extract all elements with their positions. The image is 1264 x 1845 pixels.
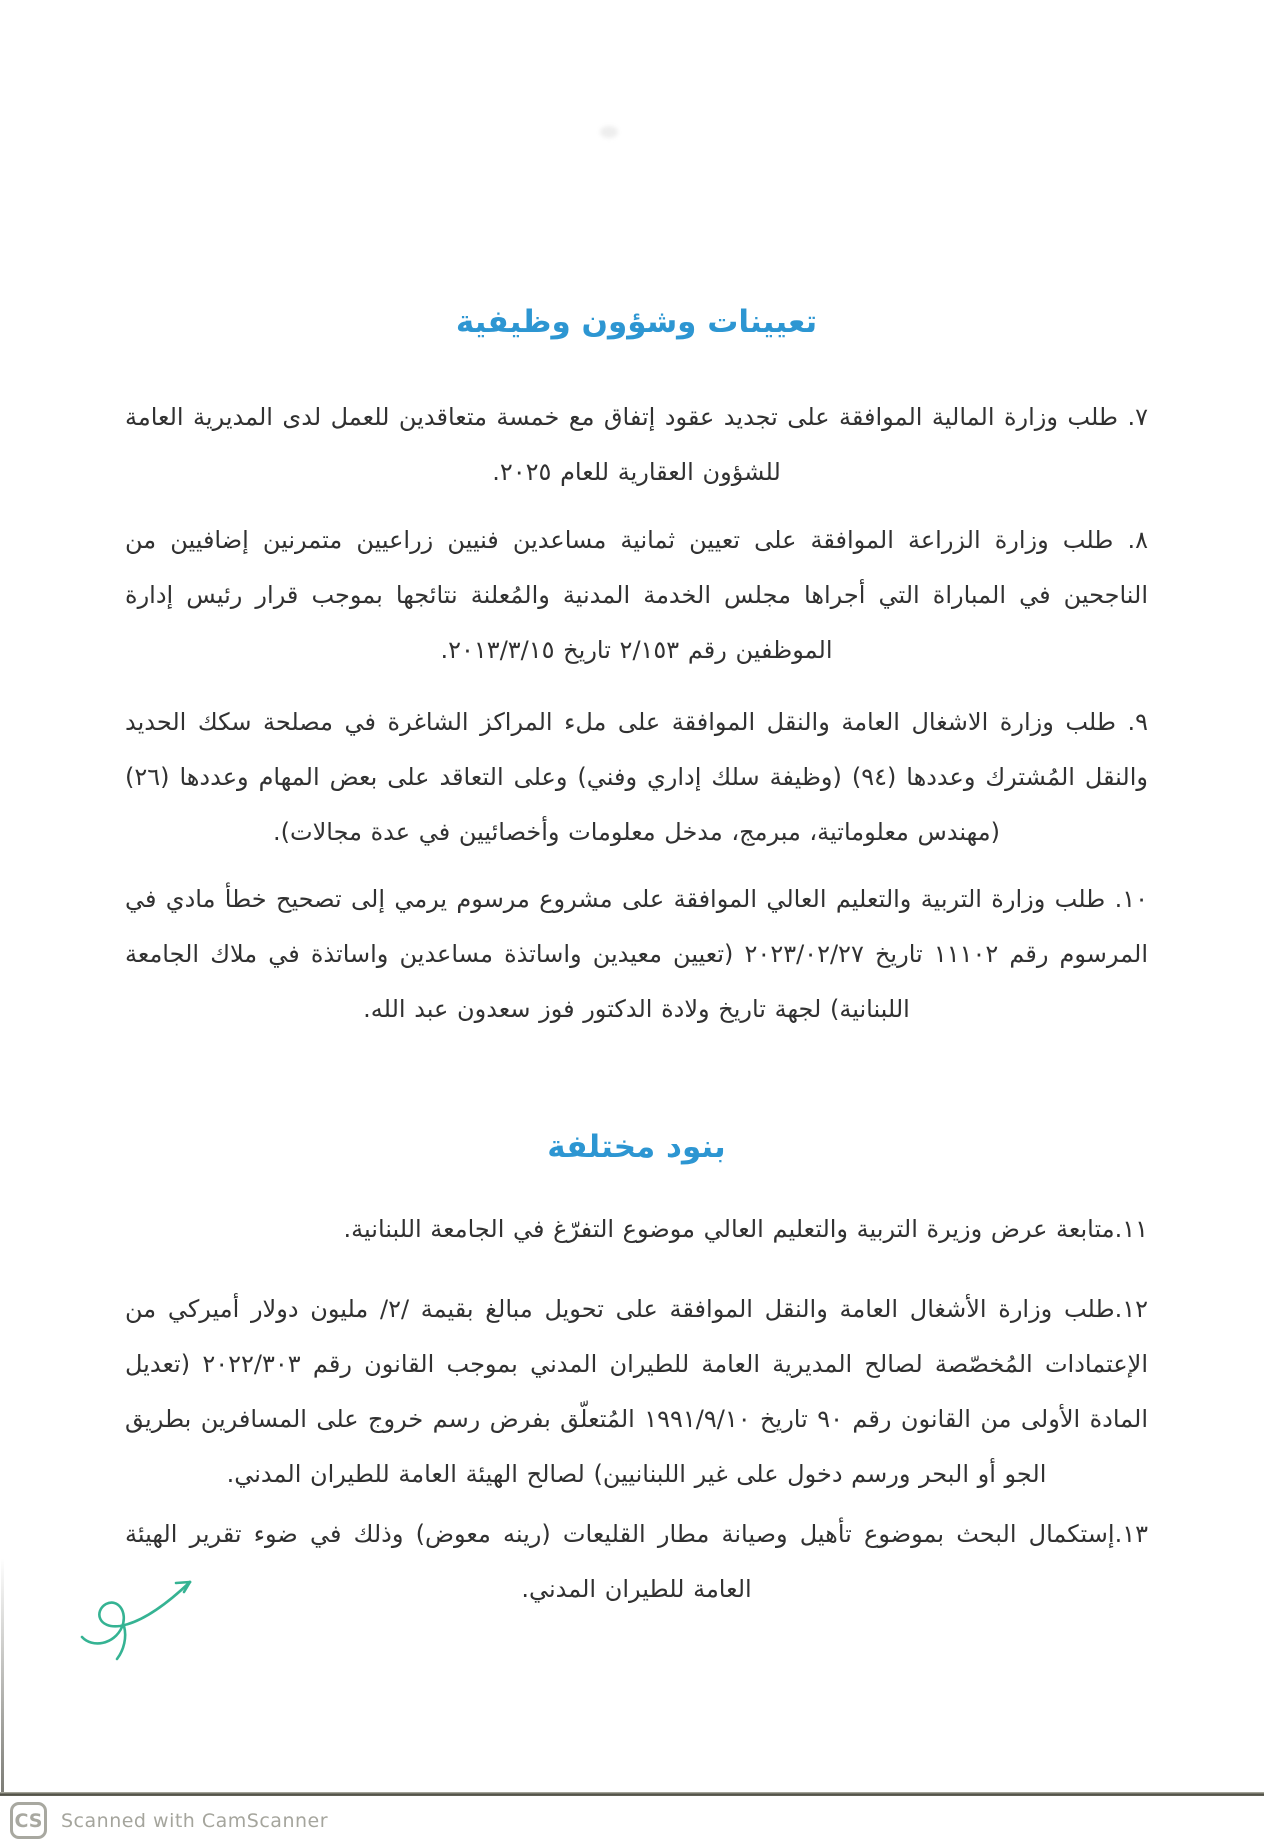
agenda-item-8: ٨. طلب وزارة الزراعة الموافقة على تعيين ثمانية مساعدين فنيين زراعيين متمرنين إضافيين من الناجحين في المباراة التي أجراها مجلس الخدمة المدنية والمُعلنة نتائجها بموجب قرار رئيس إدارة الموظفين رقم ٢/١٥٣ تاريخ ٢٠١٣/٣/١٥. bbox=[125, 526, 1148, 664]
document-content bbox=[125, 0, 1148, 1617]
agenda-item-12: ١٢.طلب وزارة الأشغال العامة والنقل الموافقة على تحويل مبالغ بقيمة /٢/ مليون دولار أميركي من الإعتمادات المُخصّصة لصالح المديرية العامة للطيران المدني بموجب القانون رقم ٢٠٢٢/٣٠٣ (تعديل المادة الأولى من القانون رقم ٩٠ تاريخ ١٩٩١/٩/١٠ المُتعلّق بفرض رسم خروج على المسافرين بطريق الجو أو البحر ورسم دخول على غير اللبنانيين) لصالح الهيئة العامة للطيران المدني. bbox=[125, 1295, 1149, 1488]
camscanner-caption: Scanned with CamScanner bbox=[61, 1809, 329, 1832]
signature-mark bbox=[72, 1565, 212, 1665]
agenda-item-10: ١٠. طلب وزارة التربية والتعليم العالي الموافقة على مشروع مرسوم يرمي إلى تصحيح خطأ مادي في المرسوم رقم ١١١٠٢ تاريخ ٢٠٢٣/٠٢/٢٧ (تعيين معيدين واساتذة مساعدين واساتذة في ملاك الجامعة اللبنانية) لجهة تاريخ ولادة الدكتور فوز سعدون عبد الله. bbox=[125, 885, 1148, 1023]
camscanner-footer bbox=[0, 1796, 1264, 1845]
agenda-item-7: ٧. طلب وزارة المالية الموافقة على تجديد عقود إتفاق مع خمسة متعاقدين للعمل لدى المديرية العامة للشؤون العقارية للعام ٢٠٢٥. bbox=[125, 403, 1148, 486]
section-heading-appointments: تعيينات وشؤون وظيفية bbox=[455, 304, 818, 340]
camscanner-logo-icon bbox=[10, 1802, 47, 1839]
section-heading-miscellaneous: بنود مختلفة bbox=[547, 1129, 726, 1165]
agenda-item-9: ٩. طلب وزارة الاشغال العامة والنقل الموافقة على ملء المراكز الشاغرة في مصلحة سكك الحديد والنقل المُشترك وعددها (٩٤) (وظيفة سلك إداري وفني) وعلى التعاقد على بعض المهام وعددها (٢٦) (مهندس معلوماتية، مبرمج، مدخل معلومات وأخصائيين في عدة مجالات). bbox=[125, 708, 1148, 846]
scan-left-edge bbox=[1, 1558, 4, 1795]
camscanner-logo-text: CS bbox=[14, 1809, 43, 1832]
agenda-item-13: ١٣.إستكمال البحث بموضوع تأهيل وصيانة مطار القليعات (رينه معوض) وذلك في ضوء تقرير الهيئة العامة للطيران المدني. bbox=[125, 1520, 1148, 1603]
agenda-item-11: ١١.متابعة عرض وزيرة التربية والتعليم العالي موضوع التفرّغ في الجامعة اللبنانية. bbox=[343, 1215, 1148, 1243]
